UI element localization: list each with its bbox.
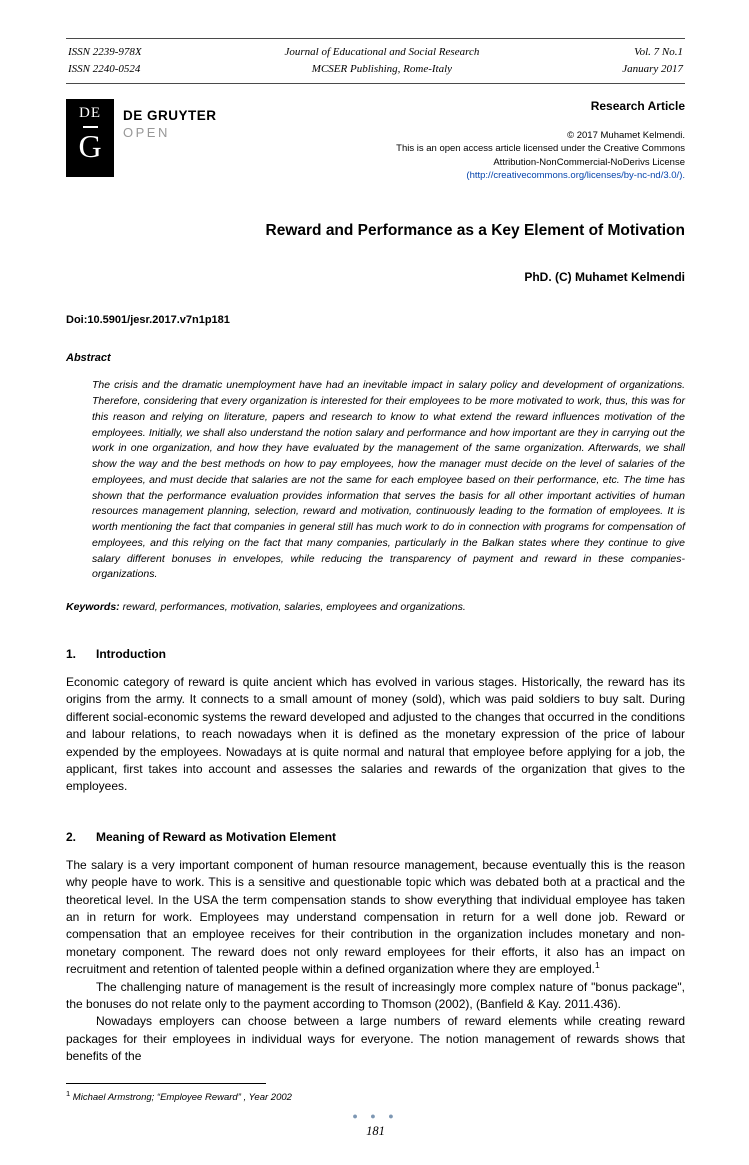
paper-author: PhD. (C) Muhamet Kelmendi <box>524 270 685 285</box>
footnote-number: 1 <box>66 1089 71 1099</box>
paragraph: The challenging nature of management is the result of increasingly more complex nature of "bonus package", the bonuses do not relate only to the payment according to Thomson (2002), (Banfield & Kay. 2011.436). <box>66 979 685 1011</box>
section-2-title: Meaning of Reward as Motivation Element <box>96 829 337 844</box>
license-line-2: Attribution-NonCommercial-NoDerivs License <box>493 156 685 168</box>
publisher-logo <box>66 99 217 182</box>
section-1-number: 1. <box>66 647 77 662</box>
volume-number: Vol. 7 No.1 <box>634 46 683 58</box>
paragraph <box>66 857 685 979</box>
section-2-body <box>66 857 685 1066</box>
issn-online: ISSN 2240-0524 <box>68 63 141 76</box>
section-1-heading <box>66 647 685 661</box>
paragraph: Economic category of reward is quite ancient which has evolved in various stages. Historically, the reward has its origins from the army. It connects to a small amount of money (sold), which was paid soldiers to buy salt. During different social-economic systems the reward developed and adjusted to the changes that occurred in the conditions and labour relations, to reach nowadays when it is defined as the monetary expression of the price of labour expended by the employees. Nowadays at is quite normal and natural that employee before applying for a job, the applicant, first takes into account and assesses the salaries and rewards of the organization that gives to the employees. <box>66 675 685 794</box>
section-1-title: Introduction <box>96 647 166 662</box>
journal-publisher: MCSER Publishing, Rome-Italy <box>311 63 453 76</box>
license-link[interactable]: (http://creativecommons.org/licenses/by-nc-nd/3.0/). <box>466 169 685 181</box>
section-2-number: 2. <box>66 829 77 844</box>
logo-row <box>66 99 685 182</box>
issn-print: ISSN 2239-978X <box>68 46 142 58</box>
article-type-label: Research Article <box>590 99 685 114</box>
footnote-rule <box>66 1083 266 1084</box>
brand-name: DE GRUYTER <box>123 108 217 124</box>
issn-block <box>68 44 142 78</box>
footnote-reference: 1 <box>595 960 600 971</box>
brand-text <box>123 99 217 182</box>
paragraph-text: The salary is a very important component of human resource management, because eventually this is the reason why people have to work. This is a sensitive and questionable topic which was debated both at a practical and the theoretical level. In the USA the term compensation stands to show everything that individual employee has taken an in return for work. Employees may understand compensation in return for a well done job. Reward or compensation that an employee receives for their contribution in the organization includes monetary and non-monetary component. The reward does not only reward employees for their efforts, it also has an impact on recruitment and retention of talented people within a defined organization where they are employed. <box>66 857 685 977</box>
paper-title: Reward and Performance as a Key Element of Motivation <box>265 222 685 240</box>
copyright-block <box>396 129 685 182</box>
journal-header <box>66 39 685 83</box>
journal-name: Journal of Educational and Social Research <box>284 46 480 58</box>
logo-de-text: DE <box>79 105 101 122</box>
section-2-heading <box>66 830 685 844</box>
doi: Doi:10.5901/jesr.2017.v7n1p181 <box>66 314 230 327</box>
license-line-1: This is an open access article licensed under the Creative Commons <box>396 143 685 155</box>
article-meta <box>396 99 685 182</box>
footnote-area <box>66 1065 685 1103</box>
page-footer <box>66 1112 685 1139</box>
keywords-text: reward, performances, motivation, salaries, employees and organizations. <box>119 601 466 614</box>
issue-block <box>622 44 683 78</box>
page-number: 181 <box>366 1123 385 1138</box>
header-bottom-rule <box>66 83 685 84</box>
journal-name-block <box>285 44 480 78</box>
abstract-text: The crisis and the dramatic unemployment have had an inevitable impact in salary policy and development of organizations. Therefore, considering that every organization is interested for their employees to be more motivated to work, thus, this was for this reason and relying on literature, papers and research to know to what extend the reward influences motivation of the employees. Initially, we shall also understand the notion salary and performance and how important are they in carrying out the work in one organization, and how they have evaluated by the management of the same organization. Afterwards, we shall show the way and the best methods on how to pay employees, how the manager must decide on the level of salaries of the employees, and must decide that salaries are not the same for each employee based on their performance, etc. The time has shown that the performance evaluation provides information that serves the basis for all other important activities of human resources management planning, selection, reward and motivation, continuously leading to the formation of employees. It is worth mentioning the fact that companies in general still has much work to do in connection with programs for compensation of employees, and this relying on the fact that many companies, particularly in the Balkan states where they continue to give salary different bonuses in envelopes, while reducing the transparency of payment and reward in these companies-organizations. <box>92 379 685 581</box>
footer-dots-icon: ● ● ● <box>352 1110 399 1121</box>
keywords-line <box>66 601 685 613</box>
paragraph: Nowadays employers can choose between a large numbers of reward elements while creating reward packages for their employees in individual ways for everyone. The notion management of rewards shows that benefits of the <box>66 1014 685 1064</box>
copyright-holder: © 2017 Muhamet Kelmendi. <box>567 130 685 142</box>
keywords-label: Keywords: <box>66 601 120 614</box>
footnote <box>66 1089 685 1103</box>
abstract-heading: Abstract <box>66 352 111 365</box>
issue-date: January 2017 <box>622 63 683 76</box>
logo-g-text: G <box>78 128 102 165</box>
section-1-body <box>66 674 685 796</box>
de-gruyter-logo-icon <box>66 99 114 177</box>
brand-open: OPEN <box>123 125 170 141</box>
footnote-citation: Michael Armstrong; “Employee Reward” , Year 2002 <box>70 1092 292 1104</box>
